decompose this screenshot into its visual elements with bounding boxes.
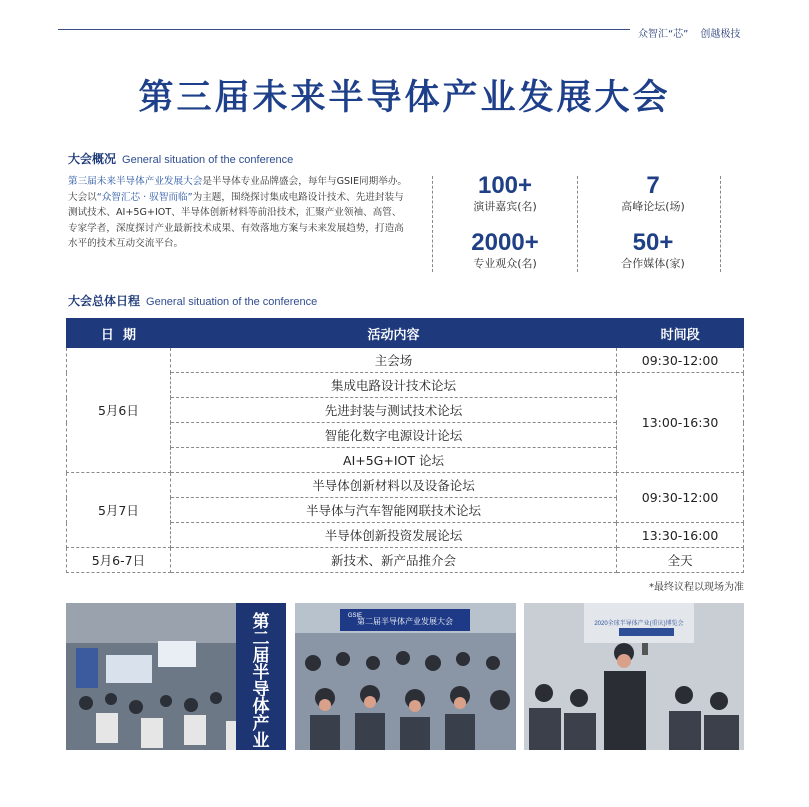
overview-para2-start: 大会以: [68, 191, 97, 203]
overview-para1-text: 是半导体专业品牌盛会，每年与GSIE同期举办。: [202, 176, 408, 187]
photo-conference-audience: [295, 603, 516, 750]
stat-label: 合作媒体(家): [621, 257, 685, 270]
table-row: [67, 348, 744, 373]
conference-name-highlight: 第三届未来半导体产业发展大会: [68, 176, 203, 187]
date-cell: 5月6日: [67, 348, 171, 473]
event-cell: 智能化数字电源设计论坛: [170, 423, 616, 448]
overview-heading: [68, 150, 293, 167]
stat-media: [578, 229, 728, 271]
schedule-table: [66, 318, 744, 573]
stat-label: 高峰论坛(场): [621, 200, 685, 213]
stat-audience: [430, 229, 580, 271]
header-line: [58, 29, 630, 30]
stat-value: 7: [646, 172, 660, 199]
time-cell: 13:00-16:30: [617, 373, 744, 473]
stat-label: 专业观众(名): [473, 257, 537, 270]
time-cell: 09:30-12:00: [617, 473, 744, 523]
overview-paragraph-2: [68, 190, 408, 252]
tagline-right: 创越极技: [700, 29, 741, 40]
stat-forums: [578, 172, 728, 214]
event-cell: 集成电路设计技术论坛: [170, 373, 616, 398]
event-cell: 半导体创新投资发展论坛: [170, 523, 616, 548]
overview-para2-text: 为主题，围绕探讨集成电路设计技术、先进封装与测试技术、AI+5G+IOT、半导体创新材料等前沿技术，汇聚产业领袖、高管、专家学者，深度探讨产业最新技术成果、有效落地方案与未来发展趋势，打造高水平的技术互动交流平台。: [68, 191, 404, 249]
conference-theme-highlight: “众智汇芯 · 驭智而临”: [96, 191, 193, 203]
schedule-note: *最终议程以现场为准: [649, 582, 744, 593]
stat-label: 演讲嘉宾(名): [473, 200, 537, 213]
table-row: [67, 548, 744, 573]
photo-exhibition-hall: [66, 603, 286, 750]
overview-heading-cn: 大会概况: [68, 152, 117, 166]
overview-text: [68, 174, 408, 252]
schedule-heading: [68, 292, 317, 309]
schedule-heading-cn: 大会总体日程: [68, 294, 141, 308]
photo-screen1-text: 第二届半导体产业发展大会: [357, 617, 453, 626]
column-header-time: 时间段: [617, 319, 744, 348]
photo-logo-text: GSIE: [347, 613, 363, 619]
time-cell: 全天: [617, 548, 744, 573]
event-cell: 半导体创新材料以及设备论坛: [170, 473, 616, 498]
table-row: [67, 473, 744, 498]
stat-value: 100+: [477, 172, 533, 199]
tagline-left: 众智汇“芯”: [638, 29, 689, 40]
column-header-activity: 活动内容: [170, 319, 616, 348]
overview-paragraph-1: [68, 174, 408, 190]
stat-speakers: [430, 172, 580, 214]
photo-screen2-text: 2020全球半导体产业(重庆)博览会: [594, 621, 684, 627]
date-cell: 5月6-7日: [67, 548, 171, 573]
event-cell: 半导体与汽车智能网联技术论坛: [170, 498, 616, 523]
event-cell: 新技术、新产品推介会: [170, 548, 616, 573]
page-title: 第三届未来半导体产业发展大会: [138, 78, 671, 118]
event-cell: 先进封装与测试技术论坛: [170, 398, 616, 423]
date-cell: 5月7日: [67, 473, 171, 548]
photo-speaker-phone: [524, 603, 744, 750]
header-tagline: [638, 25, 740, 40]
time-cell: 13:30-16:00: [617, 523, 744, 548]
stat-value: 50+: [632, 229, 674, 256]
time-cell: 09:30-12:00: [617, 348, 744, 373]
table-header-row: [67, 319, 744, 348]
schedule-heading-en: General situation of the conference: [146, 296, 318, 308]
event-cell: AI+5G+IOT 论坛: [170, 448, 616, 473]
overview-heading-en: General situation of the conference: [122, 154, 294, 166]
stat-value: 2000+: [471, 229, 539, 256]
event-cell: 主会场: [170, 348, 616, 373]
column-header-date: 日 期: [67, 319, 171, 348]
photo-banner-text: 第二届半导体产业: [252, 612, 270, 750]
